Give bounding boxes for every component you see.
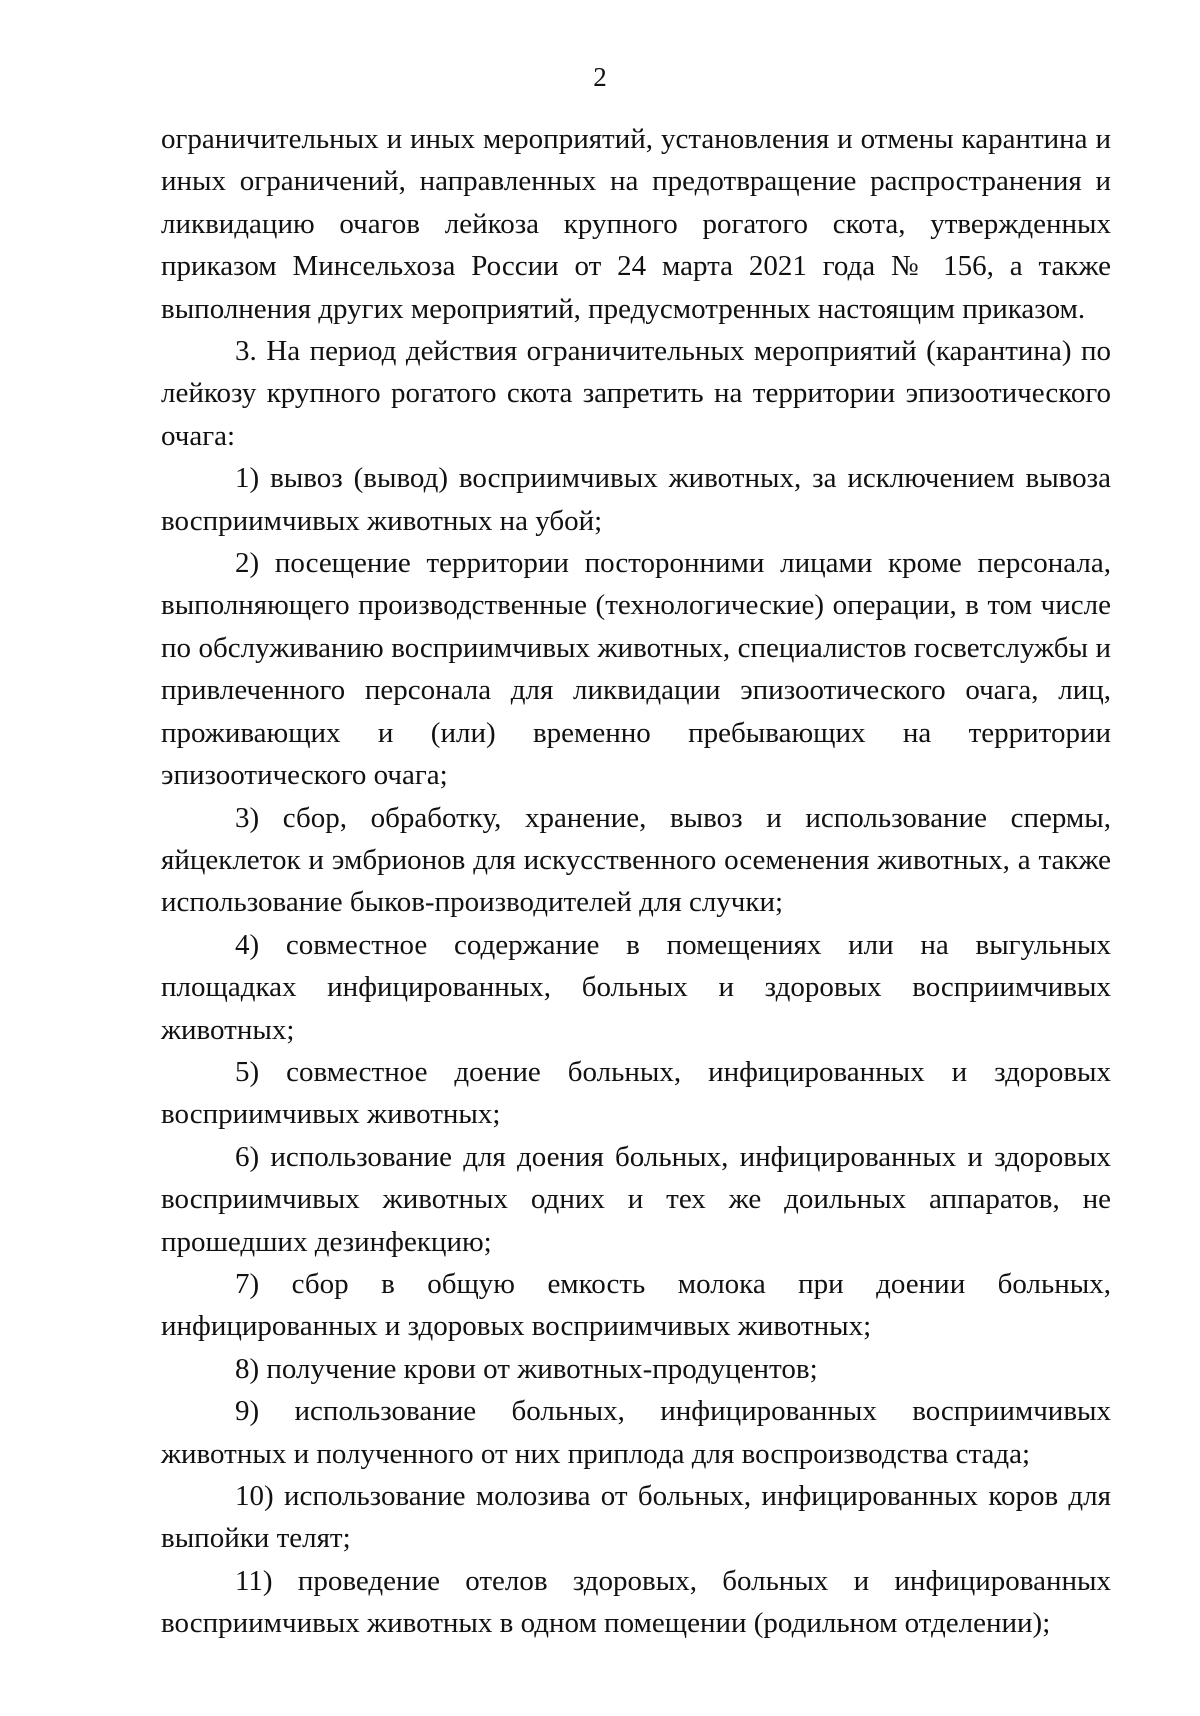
list-item-5: 5) совместное доение больных, инфицированных и здоровых восприимчивых животных; bbox=[161, 1055, 1111, 1131]
document-body bbox=[161, 118, 1111, 1645]
paragraph-continuation: ограничительных и иных мероприятий, установления и отмены карантина и иных ограничений, направленных на предотвращение распространения и ликвидацию очагов лейкоза крупного рогатого скота, утвержденных приказом Минсельхоза России от 24 марта 2021 года № 156, а также выполнения других мероприятий, предусмотренных настоящим приказом. bbox=[161, 123, 1111, 325]
list-item-8: 8) получение крови от животных-продуцентов; bbox=[235, 1352, 818, 1385]
list-item-4: 4) совместное содержание в помещениях или на выгульных площадках инфицированных, больных и здоровых восприимчивых животных; bbox=[161, 928, 1111, 1046]
list-item-3: 3) сбор, обработку, хранение, вывоз и использование спермы, яйцеклеток и эмбрионов для искусственного осеменения животных, а также использование быков-производителей для случки; bbox=[161, 801, 1111, 919]
list-item-1: 1) вывоз (вывод) восприимчивых животных, за исключением вывоза восприимчивых животных на убой; bbox=[161, 462, 1111, 537]
list-item-7: 7) сбор в общую емкость молока при доении больных, инфицированных и здоровых восприимчивых животных; bbox=[161, 1267, 1111, 1343]
page-number: 2 bbox=[593, 62, 607, 92]
list-item-6: 6) использование для доения больных, инфицированных и здоровых восприимчивых животных одних и тех же доильных аппаратов, не прошедших дезинфекцию; bbox=[161, 1140, 1111, 1258]
list-item-11: 11) проведение отелов здоровых, больных и инфицированных восприимчивых животных в одном помещении (родильном отделении); bbox=[161, 1564, 1111, 1640]
list-item-10: 10) использование молозива от больных, инфицированных коров для выпойки телят; bbox=[161, 1480, 1111, 1555]
list-item-9: 9) использование больных, инфицированных восприимчивых животных и полученного от них приплода для воспроизводства стада; bbox=[161, 1395, 1111, 1470]
list-item-2: 2) посещение территории посторонними лицами кроме персонала, выполняющего производственные (технологические) операции, в том числе по обслуживанию восприимчивых животных, специалистов госветслужбы и привлеченного персонала для ликвидации эпизоотического очага, лиц, проживающих и (или) временно пребывающих на территории эпизоотического очага; bbox=[161, 547, 1111, 792]
paragraph-clause-3: 3. На период действия ограничительных мероприятий (карантина) по лейкозу крупного рогатого скота запретить на территории эпизоотического очага: bbox=[161, 335, 1111, 452]
